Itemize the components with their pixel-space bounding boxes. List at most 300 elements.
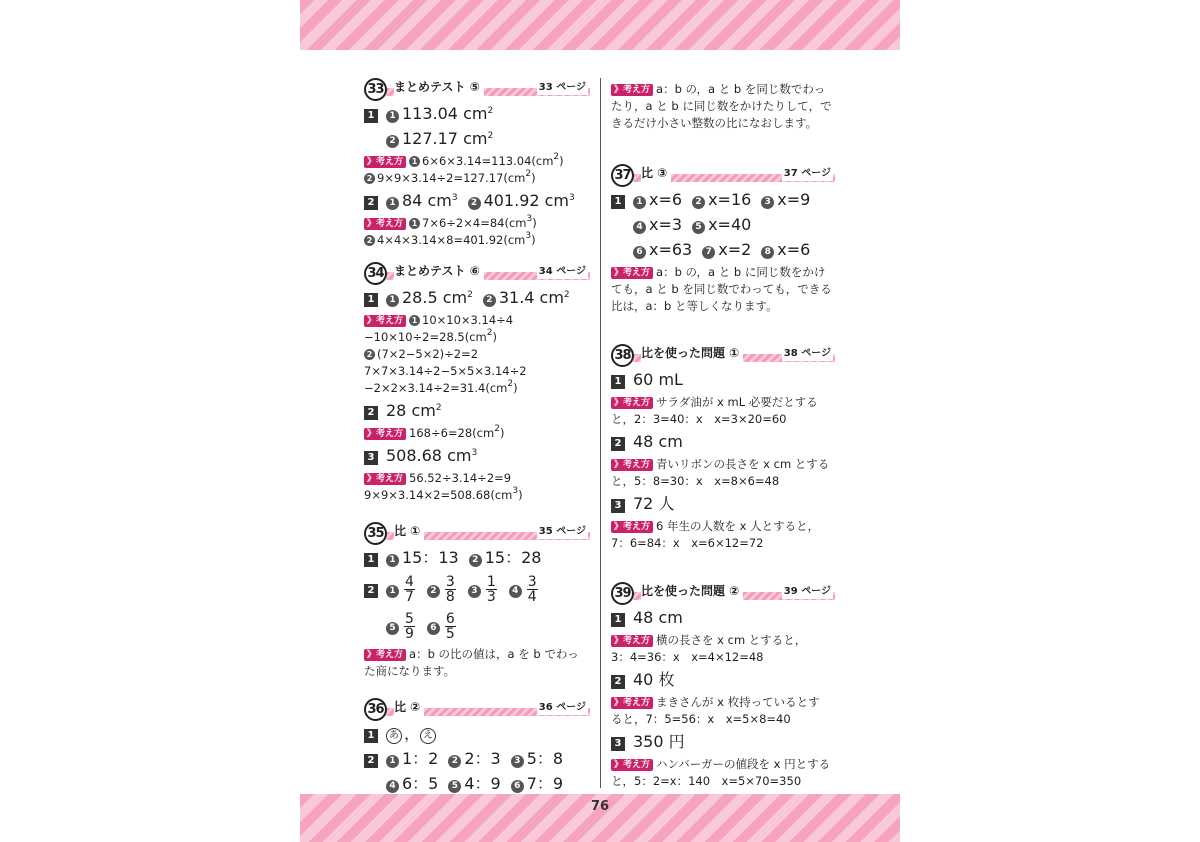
circled-number: 1 (386, 755, 399, 768)
answer-text: 比は，a：b と等しくなります。 (611, 299, 778, 313)
answer-item (633, 370, 683, 389)
note-line (611, 115, 835, 132)
answer-item (611, 282, 832, 296)
answer-item (611, 536, 764, 550)
exponent: 2 (525, 169, 532, 179)
section-number: 34 (364, 262, 387, 285)
paren: ) (499, 426, 505, 440)
answer-text: 横の長さを x cm とすると， (656, 633, 807, 647)
answer-item (611, 712, 791, 726)
note-line (364, 232, 590, 249)
circled-number: 1 (409, 218, 420, 229)
answer-item (656, 395, 818, 409)
answer-text: 5：8 (526, 749, 564, 768)
note-line (611, 81, 835, 98)
answer-item (511, 749, 563, 768)
answer-text: ると，7：5=56：x x=5×8=40 (611, 712, 791, 726)
answer-text: x=63 (649, 240, 693, 259)
answer-item (386, 749, 438, 768)
explanation-note (611, 518, 835, 552)
circled-number: 1 (386, 110, 399, 123)
circled-number: 2 (692, 196, 705, 209)
circled-kana: あ (386, 728, 402, 744)
circled-number: 1 (386, 554, 399, 567)
answer-text: 4×4×3.14×8=401.92(cm (377, 233, 526, 247)
exponent: 3 (569, 193, 575, 203)
answer-text: 48 cm (633, 432, 683, 451)
note-line (364, 663, 590, 680)
answer-item (448, 749, 500, 768)
circled-number: 2 (448, 755, 461, 768)
page-number: 76 (590, 799, 610, 814)
answer-text: 7×7×3.14÷2−5×5×3.14÷2 (364, 364, 527, 378)
question-number-box: 3 (364, 451, 378, 465)
answer-item (761, 240, 810, 259)
exponent: 2 (487, 131, 494, 141)
answer-text: 113.04 cm (402, 104, 488, 123)
circled-number: 2 (468, 197, 481, 210)
circled-number: 1 (386, 197, 399, 210)
answer-item (633, 215, 682, 234)
answer-text: x=6 (777, 240, 811, 259)
answer-text: 127.17 cm (402, 129, 488, 148)
answer-text: 72 人 (633, 494, 675, 513)
answer-text: 2：3 (464, 749, 501, 768)
section-page-ref: 36 ページ (538, 702, 586, 713)
denominator: 5 (445, 626, 455, 642)
answer-item (656, 757, 830, 771)
kangaekata-tag: 》考え方 (611, 697, 653, 709)
answer-item (511, 774, 563, 793)
answer-row (364, 773, 590, 795)
denominator: 8 (445, 589, 455, 605)
explanation-note (364, 470, 590, 504)
section-37 (611, 164, 835, 315)
exponent: 2 (467, 290, 473, 300)
fraction (486, 575, 497, 604)
answer-item (468, 191, 575, 210)
circled-number: 1 (633, 196, 646, 209)
answer-item (409, 471, 511, 485)
section-number: 37 (611, 164, 634, 187)
exponent: 3 (526, 214, 533, 224)
question-number-box: 2 (611, 437, 625, 451)
answer-row (364, 445, 590, 467)
answer-text: 10×10×3.14÷4 (422, 313, 514, 327)
answer-text: a：b の，a と b を同じ数でわっ (656, 82, 826, 96)
answer-row (364, 609, 590, 643)
answer-item (364, 347, 478, 361)
answer-text: 56.52÷3.14÷2=9 (409, 471, 512, 485)
circled-kana: え (420, 728, 436, 744)
kangaekata-tag: 》考え方 (611, 84, 653, 96)
answer-row (364, 103, 590, 125)
note-line (611, 281, 835, 298)
question-number-box: 1 (364, 553, 378, 567)
answer-item (386, 191, 458, 210)
section-header (364, 78, 590, 100)
answer-text: きるだけ小さい整数の比になおします。 (611, 116, 818, 130)
question-number-box: 1 (364, 109, 378, 123)
answer-text: x=40 (708, 215, 752, 234)
circled-number: 1 (409, 156, 420, 167)
explanation-note (611, 394, 835, 428)
answer-item (364, 233, 536, 247)
circled-number: 5 (692, 221, 705, 234)
exponent: 3 (451, 193, 458, 203)
explanation-note (611, 81, 835, 132)
exponent: 2 (563, 290, 570, 300)
note-line (611, 473, 835, 490)
answer-text: (7×2−5×2)÷2=2 (377, 347, 479, 361)
answer-text: 3：4=36：x x=4×12=48 (611, 650, 764, 664)
explanation-note (611, 456, 835, 490)
note-line (611, 264, 835, 281)
kangaekata-tag: 》考え方 (364, 315, 406, 327)
note-line (611, 394, 835, 411)
answer-item (633, 240, 692, 259)
section-header (364, 262, 590, 284)
answer-item (386, 288, 473, 307)
explanation-note (364, 153, 590, 187)
answer-text: 6 年生の人数を x 人とすると， (656, 519, 820, 533)
circled-number: 1 (386, 294, 399, 307)
answer-text: 60 mL (633, 370, 683, 389)
section-number: 33 (364, 78, 387, 101)
circled-number: 1 (409, 315, 420, 326)
note-line (364, 346, 590, 363)
answer-text: 350 円 (633, 732, 685, 751)
answer-item (761, 190, 810, 209)
answer-item (611, 412, 787, 426)
answer-item (656, 265, 825, 279)
question-number-box: 1 (364, 729, 378, 743)
answer-text: 青いリボンの長さを x cm とする (656, 457, 830, 471)
circled-number: 1 (386, 585, 399, 598)
note-line (611, 518, 835, 535)
answer-item (611, 299, 778, 313)
question-number-box: 1 (364, 293, 378, 307)
note-line (611, 535, 835, 552)
answer-item (656, 633, 806, 647)
kangaekata-tag: 》考え方 (364, 218, 406, 230)
circled-number: 6 (633, 246, 646, 259)
circled-number: 3 (468, 585, 481, 598)
answer-text: 401.92 cm (483, 191, 570, 210)
note-line (364, 153, 590, 170)
circled-number: 2 (364, 349, 375, 360)
explanation-note (364, 425, 590, 442)
note-line (364, 380, 590, 397)
section-39 (611, 582, 835, 790)
answer-item (633, 732, 685, 751)
explanation-note (611, 632, 835, 666)
explanation-note (611, 756, 835, 790)
answer-item (656, 457, 829, 471)
answer-item (364, 488, 523, 502)
denominator: 4 (527, 589, 537, 605)
fraction (527, 575, 538, 604)
answer-item (386, 104, 493, 123)
section-page-ref: 37 ページ (783, 168, 831, 179)
note-line (364, 329, 590, 346)
section-title: 比を使った問題 ② (641, 583, 743, 600)
explanation-note (611, 264, 835, 315)
note-line (611, 649, 835, 666)
column-divider (600, 78, 601, 788)
comma: ， (404, 724, 421, 743)
paren: ) (492, 330, 497, 344)
answer-item (409, 216, 537, 230)
section-35 (364, 522, 590, 680)
kangaekata-tag: 》考え方 (364, 428, 406, 440)
question-number-box: 2 (364, 406, 378, 420)
section-title: 比 ③ (641, 165, 671, 182)
answer-text: た商になります。 (364, 664, 456, 678)
answer-text: と，5：8=30：x x=8×6=48 (611, 474, 780, 488)
answer-text: 15：28 (484, 548, 542, 567)
answer-text: −2×2×3.14÷2=31.4(cm (364, 381, 508, 395)
section-number: 39 (611, 582, 634, 605)
answer-text: 40 枚 (633, 670, 675, 689)
kangaekata-tag: 》考え方 (611, 459, 653, 471)
exponent: 3 (525, 231, 532, 241)
kangaekata-tag: 》考え方 (611, 521, 653, 533)
answer-row (611, 431, 835, 453)
question-number-box: 2 (364, 754, 378, 768)
exponent: 3 (471, 448, 478, 458)
answer-item (386, 129, 493, 148)
circled-number: 2 (427, 585, 440, 598)
answer-item (692, 215, 751, 234)
circled-number: 7 (702, 246, 715, 259)
kangaekata-tag: 》考え方 (611, 397, 653, 409)
section-header (364, 522, 590, 544)
answer-text: 7：6=84：x x=6×12=72 (611, 536, 764, 550)
circled-number: 4 (509, 585, 522, 598)
answer-row (611, 731, 835, 753)
answer-item (656, 695, 820, 709)
fraction (445, 612, 456, 641)
answer-item (364, 381, 518, 395)
exponent: 2 (486, 328, 493, 338)
section-34 (364, 262, 590, 504)
circled-number: 4 (386, 780, 399, 793)
answer-row (611, 493, 835, 515)
answer-item (483, 288, 570, 307)
section-page-ref: 33 ページ (538, 82, 586, 93)
answer-item (364, 364, 527, 378)
question-number-box: 3 (611, 737, 625, 751)
answer-text: x=2 (718, 240, 752, 259)
answer-text: 508.68 cm (386, 446, 472, 465)
denominator: 3 (486, 589, 496, 605)
section-page-ref: 39 ページ (783, 586, 831, 597)
kangaekata-tag: 》考え方 (611, 759, 653, 771)
circled-number: 3 (511, 755, 524, 768)
note-line (364, 215, 590, 232)
answer-item (656, 519, 819, 533)
answer-item (633, 608, 683, 627)
answer-text: 15：13 (402, 548, 459, 567)
answer-text: 7×6÷2×4=84(cm (422, 216, 527, 230)
paren: ) (531, 171, 536, 185)
answer-item (633, 494, 674, 513)
answer-row (611, 214, 835, 236)
answer-row (364, 572, 590, 606)
explanation-note (364, 646, 590, 680)
denominator: 9 (405, 626, 414, 642)
note-line (364, 646, 590, 663)
answer-text: 48 cm (633, 608, 683, 627)
note-line (364, 487, 590, 504)
answer-item (656, 82, 825, 96)
circled-number: 8 (761, 246, 774, 259)
question-number-box: 2 (611, 675, 625, 689)
answer-row (611, 607, 835, 629)
answer-item (611, 116, 817, 130)
circled-number: 6 (511, 780, 524, 793)
section-header (611, 582, 835, 604)
section-title: 比 ① (394, 523, 424, 540)
note-line (611, 711, 835, 728)
answer-item (469, 548, 542, 567)
answer-row (611, 669, 835, 691)
note-line (364, 312, 590, 329)
paren: ) (532, 216, 537, 230)
answer-item (633, 670, 674, 689)
answer-row (364, 723, 590, 745)
numerator: 3 (445, 574, 455, 590)
answer-item (633, 432, 683, 451)
numerator: 4 (405, 574, 414, 590)
note-line (611, 298, 835, 315)
top-pink-band (300, 0, 900, 50)
circled-number: 2 (483, 294, 496, 307)
kangaekata-tag: 》考え方 (364, 156, 406, 168)
fraction (404, 612, 415, 641)
answer-item (633, 190, 682, 209)
answer-row (364, 128, 590, 150)
answer-text: ても，a と b を同じ数でわっても，できる (611, 282, 832, 296)
question-number-box: 1 (611, 195, 625, 209)
answer-text: 9×9×3.14÷2=127.17(cm (377, 171, 526, 185)
explanation-note (364, 312, 590, 397)
note-line (364, 470, 590, 487)
answer-text: ハンバーガーの値段を x 円とする (656, 757, 831, 771)
answer-item (409, 647, 579, 661)
answer-text: 4：9 (464, 774, 501, 793)
kangaekata-tag: 》考え方 (364, 649, 406, 661)
answer-item (611, 650, 764, 664)
note-line (611, 694, 835, 711)
answer-text: 6：5 (402, 774, 439, 793)
answer-text: a：b の，a と b に同じ数をかけ (656, 265, 826, 279)
answer-item (702, 240, 751, 259)
section-header (611, 164, 835, 186)
section-36 (364, 698, 590, 795)
paren: ) (559, 154, 564, 168)
paren: ) (518, 488, 523, 502)
note-line (611, 773, 835, 790)
numerator: 1 (486, 574, 496, 590)
circled-number: 6 (427, 622, 440, 635)
section-page-ref: 38 ページ (783, 348, 831, 359)
answer-item (692, 190, 751, 209)
answer-item (364, 664, 455, 678)
note-line (364, 170, 590, 187)
section-header (364, 698, 590, 720)
answer-row (611, 189, 835, 211)
question-number-box: 1 (611, 375, 625, 389)
answer-row (364, 547, 590, 569)
numerator: 5 (405, 611, 414, 627)
section-continued (611, 78, 835, 132)
answer-text: と，2：3=40：x x=3×20=60 (611, 412, 787, 426)
kangaekata-tag: 》考え方 (611, 635, 653, 647)
answer-text: 84 cm (402, 191, 452, 210)
answer-text: 9×9×3.14×2=508.68(cm (364, 488, 513, 502)
numerator: 3 (527, 574, 537, 590)
question-number-box: 2 (364, 584, 378, 598)
section-title: まとめテスト ⑤ (394, 79, 484, 96)
paren: ) (531, 233, 536, 247)
kangaekata-tag: 》考え方 (611, 267, 653, 279)
answer-item (409, 426, 504, 440)
note-line (611, 411, 835, 428)
question-number-box: 3 (611, 499, 625, 513)
paren: ) (513, 381, 518, 395)
answer-row (364, 748, 590, 770)
answer-item (448, 774, 500, 793)
answer-item (386, 548, 459, 567)
kangaekata-tag: 》考え方 (364, 473, 406, 485)
answer-text: 6×6×3.14=113.04(cm (422, 154, 554, 168)
explanation-note (611, 694, 835, 728)
denominator: 7 (405, 589, 414, 605)
circled-number: 2 (364, 173, 375, 184)
circled-number: 2 (386, 135, 399, 148)
section-number: 38 (611, 344, 634, 367)
circled-number: 5 (386, 622, 399, 635)
answer-item (409, 313, 513, 327)
answer-item (364, 171, 536, 185)
section-page-ref: 34 ページ (538, 266, 586, 277)
fraction (445, 575, 456, 604)
exponent: 2 (494, 424, 500, 434)
question-number-box: 1 (611, 613, 625, 627)
answer-text: 7：9 (526, 774, 564, 793)
circled-number: 2 (364, 235, 375, 246)
question-number-box: 2 (364, 196, 378, 210)
section-38 (611, 344, 835, 552)
answer-text: x=16 (708, 190, 752, 209)
exponent: 2 (487, 106, 494, 116)
answer-item (409, 154, 564, 168)
numerator: 6 (445, 611, 455, 627)
note-line (611, 98, 835, 115)
answer-item (386, 446, 477, 465)
note-line (364, 363, 590, 380)
explanation-note (364, 215, 590, 249)
answer-row (364, 400, 590, 422)
answer-row (364, 190, 590, 212)
section-33 (364, 78, 590, 249)
answer-item (386, 401, 442, 420)
section-title: まとめテスト ⑥ (394, 263, 484, 280)
answer-item (611, 774, 801, 788)
answer-text: 28.5 cm (402, 288, 468, 307)
